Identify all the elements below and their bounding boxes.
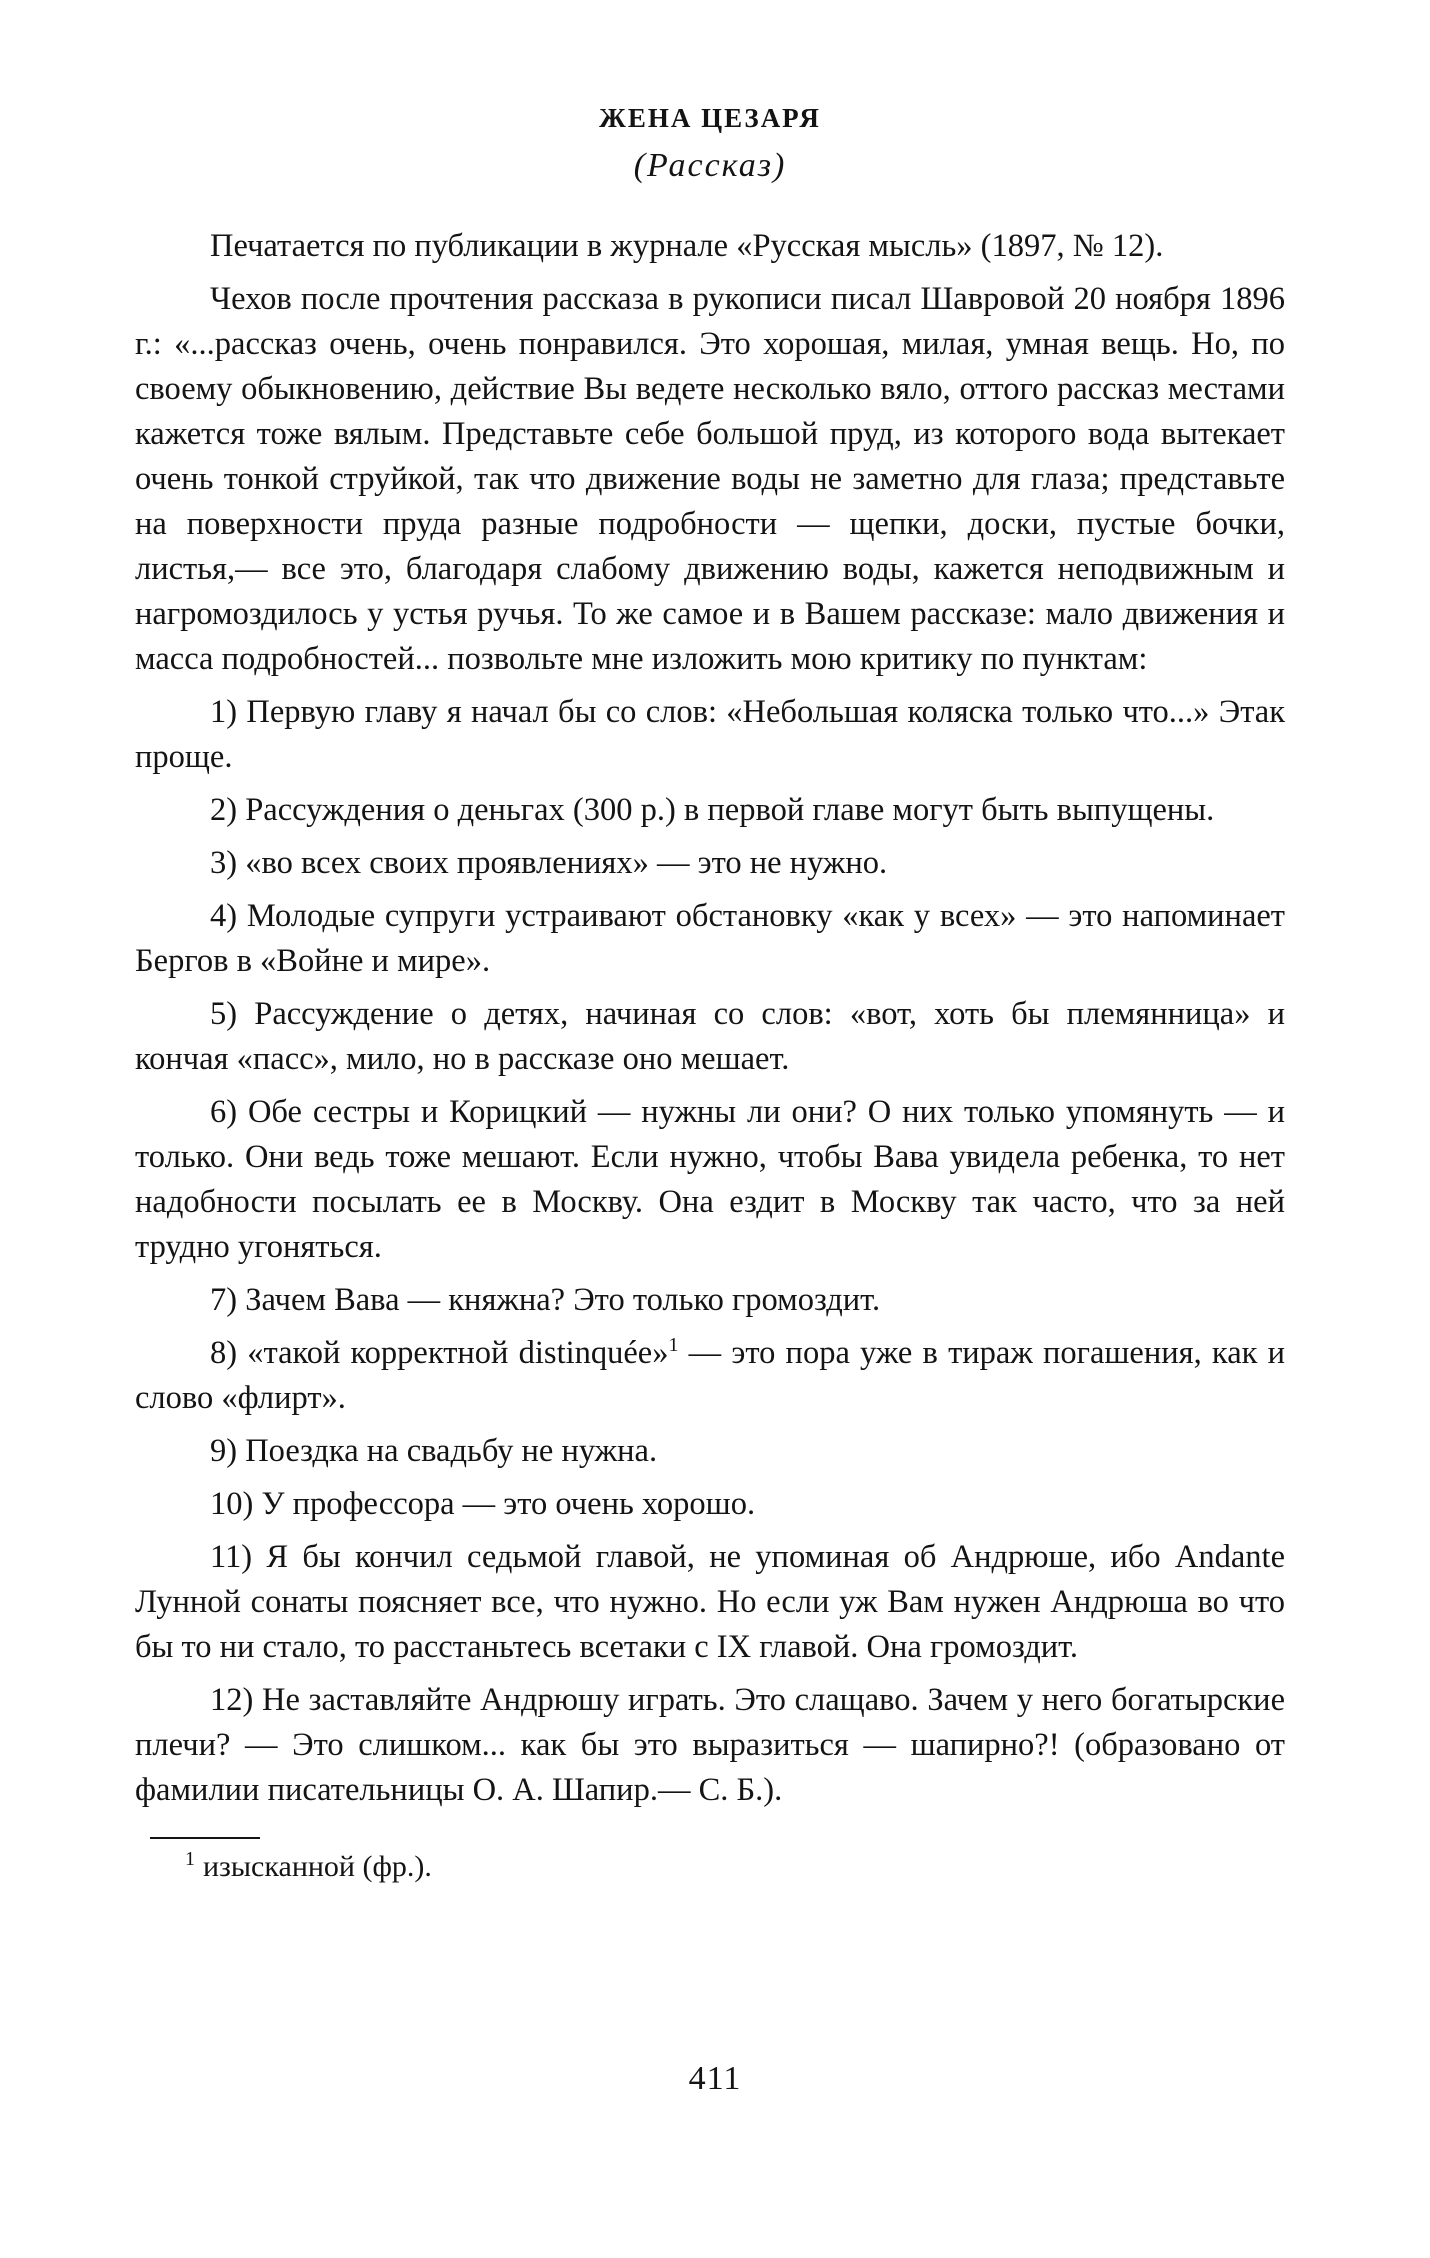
section-title: ЖЕНА ЦЕЗАРЯ <box>599 103 821 133</box>
list-item <box>135 1678 1285 1813</box>
footnote-divider <box>150 1837 260 1839</box>
item-number: 5) <box>210 996 238 1032</box>
document-page <box>135 100 1285 1887</box>
footnote-reference[interactable]: 1 <box>668 1334 679 1357</box>
item-text: Я бы кончил седьмой главой, не упоминая об Андрюше, ибо Andante Лунной сонаты поясняет все, что нужно. Но если уж Вам нужен Андрюша во что бы то ни стало, то расстаньтесь всетаки с IX главой. Она громоздит. <box>135 1539 1285 1665</box>
list-item <box>135 841 1285 886</box>
item-text: Рассуждения о деньгах (300 р.) в первой главе могут быть выпущены. <box>245 792 1215 828</box>
list-item <box>135 1278 1285 1323</box>
list-item <box>135 1090 1285 1270</box>
paragraph-publication: Печатается по публикации в журнале «Русская мысль» (1897, № 12). <box>210 228 1164 264</box>
footnote-mark: 1 <box>185 1848 195 1870</box>
list-item <box>135 788 1285 833</box>
item-text: У профессора — это очень хорошо. <box>261 1486 756 1522</box>
paragraph-chekhov-letter: Чехов после прочтения рассказа в рукописи писал Шавровой 20 ноября 1896 г.: «...рассказ очень, очень понравился. Это хорошая, милая, умная вещь. Но, по своему обыкновению, действие Вы ведете несколько вяло, оттого рассказ местами кажется тоже вялым. Представьте себе большой пруд, из которого вода вытекает очень тонкой струйкой, так что движение воды не заметно для глаза; представьте на поверхности пруда разные подробности — щепки, доски, пустые бочки, листья,— все это, благодаря слабому движению воды, кажется неподвижным и нагромоздилось у устья ручья. То же самое и в Вашем рассказе: мало движения и масса подробностей... позвольте мне изложить мою критику по пунктам: <box>135 281 1285 677</box>
item-text: «во всех своих проявлениях» — это не нужно. <box>245 845 888 881</box>
item-number: 8) <box>210 1335 238 1371</box>
list-item <box>135 690 1285 780</box>
item-text: Обе сестры и Корицкий — нужны ли они? О них только упомянуть — и только. Они ведь тоже мешают. Если нужно, чтобы Вава увидела ребенка, то нет надобности посылать ее в Москву. Она ездит в Москву так часто, что за ней трудно угоняться. <box>135 1094 1285 1265</box>
list-item <box>135 1331 1285 1421</box>
section-subtitle: (Рассказ) <box>633 147 787 184</box>
item-number: 12) <box>210 1682 254 1718</box>
item-number: 6) <box>210 1094 238 1130</box>
item-text: Рассуждение о детях, начиная со слов: «вот, хоть бы племянница» и кончая «пасс», мило, но в рассказе оно мешает. <box>135 996 1286 1077</box>
item-number: 3) <box>210 845 238 881</box>
page-number: 411 <box>688 2060 742 2097</box>
item-text: Не заставляйте Андрюшу играть. Это слащаво. Зачем у него богатырские плечи? — Это слишком... как бы это выразиться — шапирно?! (образовано от фамилии писательницы О. А. Шапир.— С. Б.). <box>135 1682 1285 1808</box>
list-item <box>135 1482 1285 1527</box>
item-number: 9) <box>210 1433 238 1469</box>
list-item <box>135 1429 1285 1474</box>
item-text: Зачем Вава — княжна? Это только громоздит. <box>245 1282 881 1318</box>
item-number: 2) <box>210 792 238 828</box>
list-item <box>135 992 1285 1082</box>
footnote-text: изысканной (фр.). <box>203 1850 432 1883</box>
item-number: 10) <box>210 1486 254 1522</box>
item-text: Поездка на свадьбу не нужна. <box>245 1433 658 1469</box>
footnote <box>185 1847 1285 1887</box>
item-number: 7) <box>210 1282 238 1318</box>
item-text: Первую главу я начал бы со слов: «Небольшая коляска только что...» Этак проще. <box>135 694 1286 775</box>
item-number: 1) <box>210 694 238 730</box>
item-number: 4) <box>210 898 238 934</box>
item-text-before: «такой корректной distinquée» <box>247 1335 669 1371</box>
item-number: 11) <box>210 1539 253 1575</box>
item-text: Молодые супруги устраивают обстановку «как у всех» — это напоминает Бергов в «Войне и мире». <box>135 898 1285 979</box>
item-text-after: — это пора уже в тираж погашения, как и слово «флирт». <box>135 1335 1286 1416</box>
list-item <box>135 1535 1285 1670</box>
list-item <box>135 894 1285 984</box>
